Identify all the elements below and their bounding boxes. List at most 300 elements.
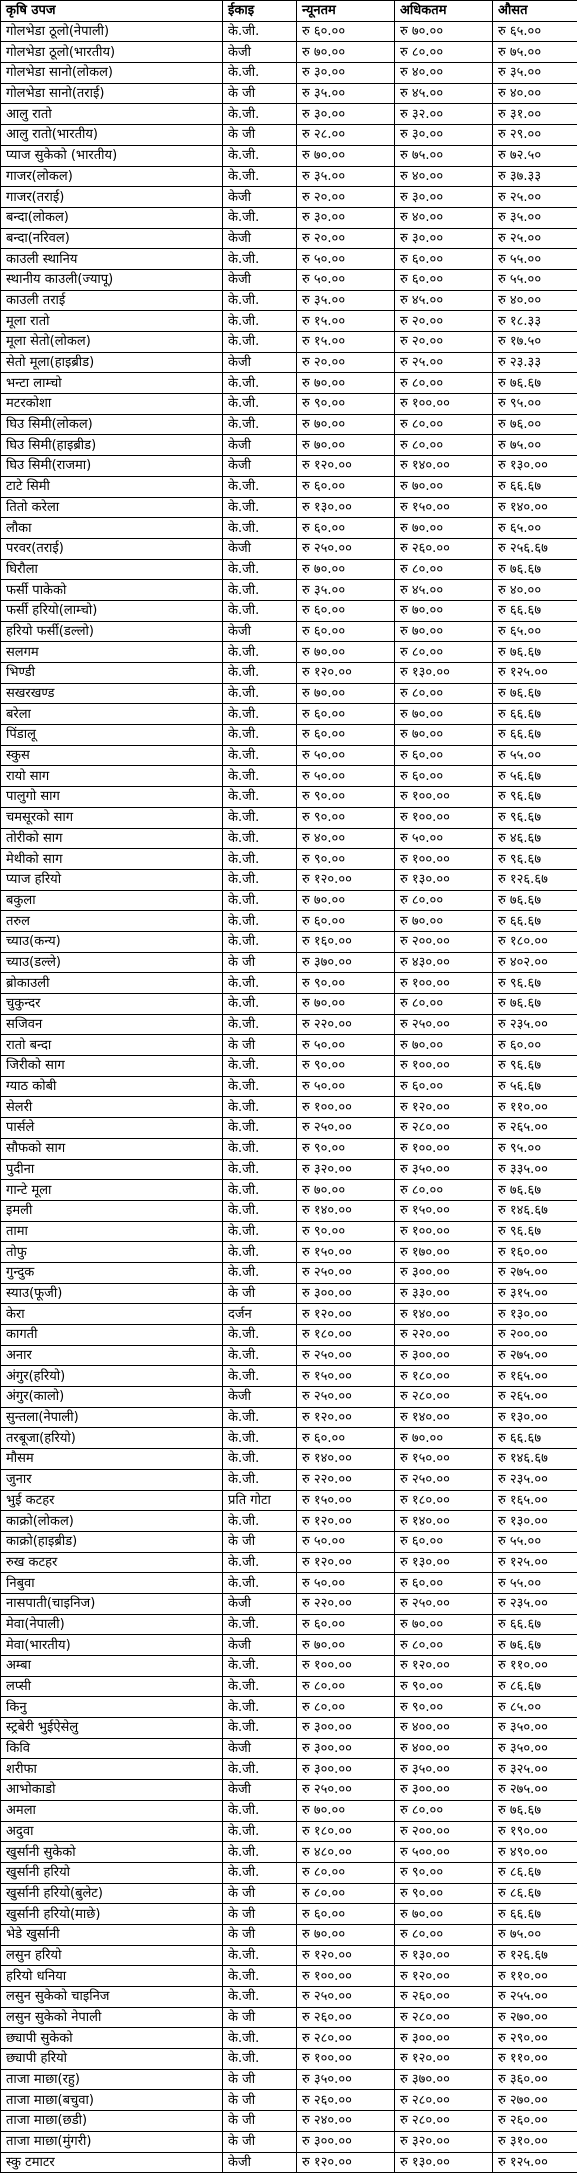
max-price-cell: रु १४०.००: [395, 1511, 493, 1532]
min-price-cell: रु ३०.००: [297, 207, 395, 228]
avg-price-cell: रु ९६.६७: [493, 1221, 577, 1242]
produce-cell: हरियो धनिया: [1, 1966, 223, 1987]
avg-price-cell: रु १३०.००: [493, 456, 577, 477]
produce-cell: सेतो मूला(हाइब्रीड): [1, 352, 223, 373]
table-row: [1, 373, 577, 394]
table-row: [1, 42, 577, 63]
min-price-cell: रु १८०.००: [297, 1821, 395, 1842]
produce-cell: गाजर(लोकल): [1, 166, 223, 187]
unit-cell: के.जी.: [223, 1966, 297, 1987]
table-row: [1, 1573, 577, 1594]
table-row: [1, 1035, 577, 1056]
min-price-cell: रु ३००.००: [297, 1738, 395, 1759]
table-row: [1, 1987, 577, 2008]
avg-price-cell: रु १२६.६७: [493, 1945, 577, 1966]
unit-cell: के.जी.: [223, 1407, 297, 1428]
avg-price-cell: रु ७६.६७: [493, 890, 577, 911]
avg-price-cell: रु ५६.६७: [493, 766, 577, 787]
produce-cell: खुर्सानी हरियो: [1, 1862, 223, 1883]
produce-cell: आलु रातो: [1, 104, 223, 125]
unit-cell: के.जी.: [223, 787, 297, 808]
table-row: [1, 1138, 577, 1159]
table-row: [1, 973, 577, 994]
unit-cell: के जी: [223, 2111, 297, 2132]
table-row: [1, 828, 577, 849]
table-row: [1, 1242, 577, 1263]
avg-price-cell: रु २५६.६७: [493, 538, 577, 559]
min-price-cell: रु ७०.००: [297, 559, 395, 580]
produce-cell: जिरीको साग: [1, 1056, 223, 1077]
produce-cell: स्थानीय काउली(ज्यापू): [1, 269, 223, 290]
unit-cell: केजी: [223, 1738, 297, 1759]
table-row: [1, 2007, 577, 2028]
produce-cell: तामा: [1, 1221, 223, 1242]
produce-cell: कागती: [1, 1325, 223, 1346]
max-price-cell: रु ५००.००: [395, 1842, 493, 1863]
table-row: [1, 394, 577, 415]
avg-price-cell: रु २९.००: [493, 125, 577, 146]
produce-cell: काउली तराई: [1, 290, 223, 311]
avg-price-cell: रु २९०.००: [493, 2028, 577, 2049]
avg-price-cell: रु ६६.६७: [493, 911, 577, 932]
max-price-cell: रु ३३०.००: [395, 1283, 493, 1304]
min-price-cell: रु १२०.००: [297, 1511, 395, 1532]
min-price-cell: रु ३५.००: [297, 166, 395, 187]
min-price-cell: रु ५०.००: [297, 1035, 395, 1056]
max-price-cell: रु ९०.००: [395, 1676, 493, 1697]
produce-cell: भिण्डी: [1, 663, 223, 684]
avg-price-cell: रु ८६.६७: [493, 1883, 577, 1904]
avg-price-cell: रु ७६.६७: [493, 559, 577, 580]
unit-cell: केजी: [223, 1780, 297, 1801]
produce-cell: बकुला: [1, 890, 223, 911]
max-price-cell: रु १२०.००: [395, 2049, 493, 2070]
avg-price-cell: रु ५५.००: [493, 1573, 577, 1594]
unit-cell: के.जी.: [223, 1656, 297, 1677]
avg-price-cell: रु ७६.६७: [493, 683, 577, 704]
avg-price-cell: रु २६५.००: [493, 1118, 577, 1139]
min-price-cell: रु ३००.००: [297, 1759, 395, 1780]
avg-price-cell: रु ६६.६७: [493, 1904, 577, 1925]
max-price-cell: रु ६०.००: [395, 1573, 493, 1594]
min-price-cell: रु ९०.००: [297, 807, 395, 828]
table-row: [1, 332, 577, 353]
produce-cell: गान्टे मूला: [1, 1180, 223, 1201]
unit-cell: के.जी.: [223, 1014, 297, 1035]
max-price-cell: रु २५०.००: [395, 1014, 493, 1035]
avg-price-cell: रु ७२.५०: [493, 145, 577, 166]
unit-cell: के.जी.: [223, 1159, 297, 1180]
avg-price-cell: रु ४०.००: [493, 580, 577, 601]
produce-cell: स्याउ(फूजी): [1, 1283, 223, 1304]
max-price-cell: रु ४०.००: [395, 63, 493, 84]
avg-price-cell: रु २३५.००: [493, 1593, 577, 1614]
avg-price-cell: रु १६५.००: [493, 1366, 577, 1387]
avg-price-cell: रु १७.५०: [493, 332, 577, 353]
unit-cell: के.जी.: [223, 497, 297, 518]
table-row: [1, 1366, 577, 1387]
min-price-cell: रु ६०.००: [297, 725, 395, 746]
unit-cell: के.जी.: [223, 807, 297, 828]
table-row: [1, 2111, 577, 2132]
max-price-cell: रु ७०.००: [395, 1428, 493, 1449]
produce-cell: लसुन सुकेको चाइनिज: [1, 1987, 223, 2008]
unit-cell: के.जी.: [223, 1366, 297, 1387]
produce-cell: अनार: [1, 1345, 223, 1366]
unit-cell: के.जी.: [223, 1262, 297, 1283]
max-price-cell: रु २८०.००: [395, 1118, 493, 1139]
min-price-cell: रु ५०.००: [297, 1531, 395, 1552]
min-price-cell: रु ४८०.००: [297, 1842, 395, 1863]
avg-price-cell: रु ५५.००: [493, 249, 577, 270]
min-price-cell: रु १२०.००: [297, 1304, 395, 1325]
unit-cell: के.जी.: [223, 21, 297, 42]
unit-cell: केजी: [223, 1387, 297, 1408]
unit-cell: केजी: [223, 352, 297, 373]
avg-price-cell: रु ४०.००: [493, 290, 577, 311]
avg-price-cell: रु ८५.००: [493, 1697, 577, 1718]
produce-cell: अमला: [1, 1800, 223, 1821]
unit-cell: के.जी.: [223, 2049, 297, 2070]
unit-cell: के.जी.: [223, 1325, 297, 1346]
min-price-cell: रु ५०.००: [297, 1573, 395, 1594]
unit-cell: के.जी.: [223, 311, 297, 332]
min-price-cell: रु ३००.००: [297, 1718, 395, 1739]
min-price-cell: रु ३५०.००: [297, 2069, 395, 2090]
min-price-cell: रु १५.००: [297, 332, 395, 353]
table-row: [1, 456, 577, 477]
table-row: [1, 807, 577, 828]
avg-price-cell: रु २७५.००: [493, 1262, 577, 1283]
min-price-cell: रु ८०.००: [297, 1697, 395, 1718]
avg-price-cell: रु २७५.००: [493, 1780, 577, 1801]
avg-price-cell: रु ३२५.००: [493, 1759, 577, 1780]
table-row: [1, 683, 577, 704]
table-row: [1, 559, 577, 580]
max-price-cell: रु ८०.००: [395, 683, 493, 704]
min-price-cell: रु ३५.००: [297, 83, 395, 104]
max-price-cell: रु १२०.००: [395, 1656, 493, 1677]
avg-price-cell: रु १४६.६७: [493, 1449, 577, 1470]
avg-price-cell: रु ३७.३३: [493, 166, 577, 187]
avg-price-cell: रु २३५.००: [493, 1469, 577, 1490]
max-price-cell: रु ८०.००: [395, 435, 493, 456]
avg-price-cell: रु १२५.००: [493, 1552, 577, 1573]
table-row: [1, 414, 577, 435]
min-price-cell: रु २२०.००: [297, 1014, 395, 1035]
max-price-cell: रु २००.००: [395, 931, 493, 952]
avg-price-cell: रु ४९०.००: [493, 1842, 577, 1863]
table-row: [1, 1531, 577, 1552]
avg-price-cell: रु ७६.६७: [493, 1180, 577, 1201]
unit-cell: के.जी.: [223, 1759, 297, 1780]
produce-cell: घिरौला: [1, 559, 223, 580]
table-row: [1, 725, 577, 746]
max-price-cell: रु ३००.००: [395, 1262, 493, 1283]
avg-price-cell: रु ७६.६७: [493, 373, 577, 394]
table-row: [1, 1200, 577, 1221]
unit-cell: के.जी.: [223, 1862, 297, 1883]
unit-cell: के जी: [223, 83, 297, 104]
header-produce: कृषि उपज: [1, 1, 223, 22]
unit-cell: के.जी.: [223, 332, 297, 353]
avg-price-cell: रु ३१५.००: [493, 1283, 577, 1304]
max-price-cell: रु १३०.००: [395, 1552, 493, 1573]
unit-cell: के.जी.: [223, 518, 297, 539]
avg-price-cell: रु ३५.००: [493, 207, 577, 228]
avg-price-cell: रु २३५.००: [493, 1014, 577, 1035]
table-row: [1, 83, 577, 104]
table-row: [1, 1718, 577, 1739]
produce-cell: लौका: [1, 518, 223, 539]
max-price-cell: रु २८०.००: [395, 2090, 493, 2111]
unit-cell: के.जी.: [223, 973, 297, 994]
unit-cell: के.जी.: [223, 642, 297, 663]
min-price-cell: रु ६०.००: [297, 1428, 395, 1449]
produce-cell: काउली स्थानिय: [1, 249, 223, 270]
avg-price-cell: रु ९५.००: [493, 1138, 577, 1159]
max-price-cell: रु ४५.००: [395, 290, 493, 311]
table-row: [1, 1904, 577, 1925]
unit-cell: के.जी.: [223, 1800, 297, 1821]
table-row: [1, 1345, 577, 1366]
table-row: [1, 352, 577, 373]
table-row: [1, 1325, 577, 1346]
produce-cell: नासपाती(चाइनिज): [1, 1593, 223, 1614]
min-price-cell: रु ७०.००: [297, 1180, 395, 1201]
table-row: [1, 1697, 577, 1718]
max-price-cell: रु २००.००: [395, 1821, 493, 1842]
unit-cell: के.जी.: [223, 1552, 297, 1573]
max-price-cell: रु २६०.००: [395, 538, 493, 559]
table-row: [1, 1924, 577, 1945]
unit-cell: के.जी.: [223, 994, 297, 1015]
min-price-cell: रु २५०.००: [297, 1987, 395, 2008]
table-row: [1, 621, 577, 642]
unit-cell: के जी: [223, 2131, 297, 2152]
avg-price-cell: रु २५.००: [493, 228, 577, 249]
avg-price-cell: रु ९६.६७: [493, 807, 577, 828]
min-price-cell: रु १४०.००: [297, 1200, 395, 1221]
table-row: [1, 1490, 577, 1511]
min-price-cell: रु ६०.००: [297, 1614, 395, 1635]
max-price-cell: रु १००.००: [395, 1138, 493, 1159]
avg-price-cell: रु ६६.६७: [493, 476, 577, 497]
avg-price-cell: रु ९६.६७: [493, 849, 577, 870]
produce-cell: अंगुर(हरियो): [1, 1366, 223, 1387]
header-maximum: अधिकतम: [395, 1, 493, 22]
max-price-cell: रु ३७०.००: [395, 2069, 493, 2090]
min-price-cell: रु ५०.००: [297, 1076, 395, 1097]
avg-price-cell: रु ३६०.००: [493, 2069, 577, 2090]
produce-cell: ग्याठ कोबी: [1, 1076, 223, 1097]
min-price-cell: रु १२०.००: [297, 869, 395, 890]
max-price-cell: रु ८०.००: [395, 1800, 493, 1821]
max-price-cell: रु २०.००: [395, 311, 493, 332]
unit-cell: दर्जन: [223, 1304, 297, 1325]
max-price-cell: रु ६०.००: [395, 1531, 493, 1552]
table-row: [1, 1614, 577, 1635]
avg-price-cell: रु ७५.००: [493, 435, 577, 456]
min-price-cell: रु १२०.००: [297, 1945, 395, 1966]
avg-price-cell: रु ९६.६७: [493, 973, 577, 994]
max-price-cell: रु १००.००: [395, 1056, 493, 1077]
produce-cell: काक्रो(हाइब्रीड): [1, 1531, 223, 1552]
max-price-cell: रु ७०.००: [395, 1904, 493, 1925]
produce-cell: हरियो फर्सी(डल्लो): [1, 621, 223, 642]
avg-price-cell: रु ११०.००: [493, 1097, 577, 1118]
table-row: [1, 849, 577, 870]
max-price-cell: रु ९०.००: [395, 1697, 493, 1718]
avg-price-cell: रु ६६.६७: [493, 704, 577, 725]
produce-cell: सजिवन: [1, 1014, 223, 1035]
table-row: [1, 704, 577, 725]
produce-cell: पुदीना: [1, 1159, 223, 1180]
min-price-cell: रु २५०.००: [297, 1262, 395, 1283]
produce-cell: सलगम: [1, 642, 223, 663]
unit-cell: के जी: [223, 1883, 297, 1904]
max-price-cell: रु ४००.००: [395, 1718, 493, 1739]
avg-price-cell: रु २७०.००: [493, 2007, 577, 2028]
min-price-cell: रु ७०.००: [297, 1800, 395, 1821]
max-price-cell: रु ४००.००: [395, 1738, 493, 1759]
produce-cell: बन्दा(लोकल): [1, 207, 223, 228]
max-price-cell: रु ४५.००: [395, 83, 493, 104]
min-price-cell: रु ६०.००: [297, 518, 395, 539]
max-price-cell: रु ६०.००: [395, 249, 493, 270]
max-price-cell: रु १४०.००: [395, 456, 493, 477]
avg-price-cell: रु १६०.००: [493, 1242, 577, 1263]
produce-cell: पार्सले: [1, 1118, 223, 1139]
produce-cell: मूला सेतो(लोकल): [1, 332, 223, 353]
avg-price-cell: रु ६६.६७: [493, 600, 577, 621]
unit-cell: केजी: [223, 435, 297, 456]
table-row: [1, 1656, 577, 1677]
avg-price-cell: रु २६५.००: [493, 1387, 577, 1408]
min-price-cell: रु १००.००: [297, 1966, 395, 1987]
table-row: [1, 1552, 577, 1573]
produce-cell: फर्सी हरियो(लाम्चो): [1, 600, 223, 621]
max-price-cell: रु ८०.००: [395, 994, 493, 1015]
unit-cell: के.जी.: [223, 1821, 297, 1842]
max-price-cell: रु ३००.००: [395, 1345, 493, 1366]
table-row: [1, 187, 577, 208]
table-row: [1, 1945, 577, 1966]
max-price-cell: रु १५०.००: [395, 497, 493, 518]
avg-price-cell: रु ७६.००: [493, 414, 577, 435]
produce-cell: गुन्दुक: [1, 1262, 223, 1283]
table-row: [1, 1118, 577, 1139]
min-price-cell: रु ५०.००: [297, 269, 395, 290]
table-row: [1, 1862, 577, 1883]
unit-cell: के.जी.: [223, 931, 297, 952]
produce-cell: सेलरी: [1, 1097, 223, 1118]
table-row: [1, 642, 577, 663]
unit-cell: के.जी.: [223, 2028, 297, 2049]
produce-cell: बन्दा(नरिवल): [1, 228, 223, 249]
avg-price-cell: रु ७५.००: [493, 42, 577, 63]
avg-price-cell: रु १२५.००: [493, 663, 577, 684]
produce-cell: खुर्सानी सुकेको: [1, 1842, 223, 1863]
max-price-cell: रु १००.००: [395, 787, 493, 808]
max-price-cell: रु ३५०.००: [395, 1759, 493, 1780]
produce-cell: इमली: [1, 1200, 223, 1221]
produce-cell: सुन्तला(नेपाली): [1, 1407, 223, 1428]
max-price-cell: रु १४०.००: [395, 1407, 493, 1428]
unit-cell: के.जी.: [223, 1945, 297, 1966]
avg-price-cell: रु ६६.६७: [493, 1428, 577, 1449]
min-price-cell: रु ६०.००: [297, 704, 395, 725]
unit-cell: केजी: [223, 1635, 297, 1656]
max-price-cell: रु १३०.००: [395, 869, 493, 890]
table-row: [1, 207, 577, 228]
avg-price-cell: रु १३०.००: [493, 1407, 577, 1428]
table-row: [1, 1262, 577, 1283]
min-price-cell: रु ७०.००: [297, 994, 395, 1015]
produce-cell: घिउ सिमी(लोकल): [1, 414, 223, 435]
produce-cell: रातो बन्दा: [1, 1035, 223, 1056]
produce-cell: ताजा माछा(मुंगरी): [1, 2131, 223, 2152]
max-price-cell: रु ६०.००: [395, 269, 493, 290]
produce-cell: अम्बा: [1, 1656, 223, 1677]
min-price-cell: रु ५०.००: [297, 766, 395, 787]
avg-price-cell: रु १४०.००: [493, 497, 577, 518]
table-row: [1, 663, 577, 684]
table-row: [1, 2028, 577, 2049]
unit-cell: के जी: [223, 2090, 297, 2111]
unit-cell: के.जी.: [223, 849, 297, 870]
avg-price-cell: रु ११०.००: [493, 2049, 577, 2070]
table-row: [1, 931, 577, 952]
produce-cell: परवर(तराई): [1, 538, 223, 559]
max-price-cell: रु ३५०.००: [395, 1159, 493, 1180]
min-price-cell: रु ७०.००: [297, 414, 395, 435]
min-price-cell: रु २०.००: [297, 187, 395, 208]
unit-cell: के.जी.: [223, 1221, 297, 1242]
max-price-cell: रु १२०.००: [395, 1966, 493, 1987]
min-price-cell: रु १२०.००: [297, 1552, 395, 1573]
table-row: [1, 290, 577, 311]
table-row: [1, 63, 577, 84]
max-price-cell: रु ४०.००: [395, 166, 493, 187]
table-row: [1, 1014, 577, 1035]
produce-cell: ताजा माछा(छडी): [1, 2111, 223, 2132]
produce-cell: ताजा माछा(रहु): [1, 2069, 223, 2090]
produce-cell: रुख कटहर: [1, 1552, 223, 1573]
table-row: [1, 1966, 577, 1987]
produce-cell: स्ट्रबेरी भुईऐसेलु: [1, 1718, 223, 1739]
avg-price-cell: रु ३३५.००: [493, 1159, 577, 1180]
avg-price-cell: रु ३५.००: [493, 63, 577, 84]
unit-cell: के.जी.: [223, 704, 297, 725]
max-price-cell: रु ४५.००: [395, 580, 493, 601]
max-price-cell: रु ५०.००: [395, 828, 493, 849]
max-price-cell: रु १३०.००: [395, 663, 493, 684]
produce-cell: अदुवा: [1, 1821, 223, 1842]
table-row: [1, 1469, 577, 1490]
max-price-cell: रु २२०.००: [395, 1325, 493, 1346]
min-price-cell: रु ९०.००: [297, 394, 395, 415]
unit-cell: के.जी.: [223, 683, 297, 704]
produce-cell: किवि: [1, 1738, 223, 1759]
produce-cell: गोलभेडा ठूलो(भारतीय): [1, 42, 223, 63]
table-row: [1, 745, 577, 766]
unit-cell: के.जी.: [223, 600, 297, 621]
produce-cell: तोफु: [1, 1242, 223, 1263]
max-price-cell: रु २८०.००: [395, 1387, 493, 1408]
produce-cell: सौफको साग: [1, 1138, 223, 1159]
min-price-cell: रु २५०.००: [297, 538, 395, 559]
